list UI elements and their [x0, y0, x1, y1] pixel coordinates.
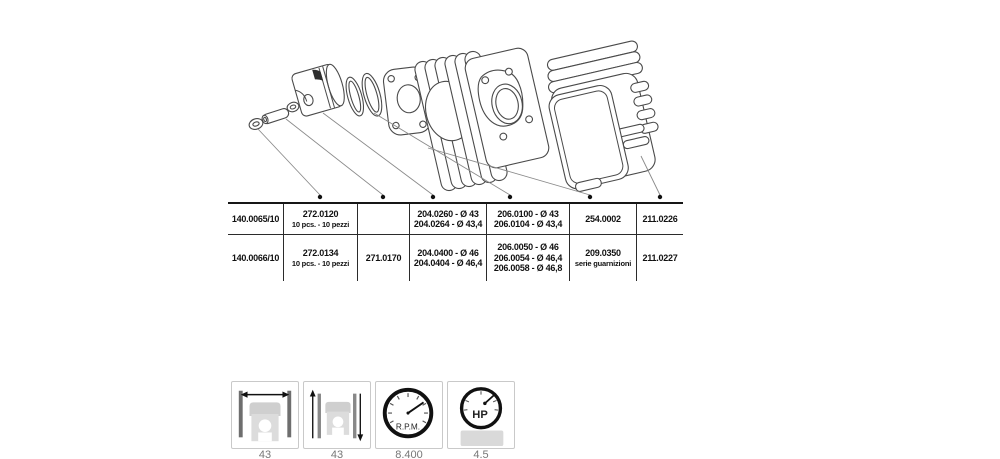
hp-value: 4.5	[473, 449, 489, 459]
stroke-icon	[304, 382, 370, 448]
part-number: 206.0100 - Ø 43	[497, 208, 559, 219]
circlip-left	[248, 117, 265, 131]
circlip-right	[286, 101, 300, 113]
rpm-spec-box	[375, 381, 443, 449]
part-number: 204.0260 - Ø 43	[417, 208, 479, 219]
gaskets-cell	[570, 235, 637, 281]
bore-icon	[232, 382, 298, 448]
hp-gauge-icon	[448, 382, 514, 448]
base-gasket	[382, 66, 432, 137]
stroke-value: 43	[330, 449, 344, 459]
part-number: 211.0227	[642, 252, 678, 263]
rings-cell	[487, 204, 570, 235]
head-stud	[623, 136, 650, 150]
ref-dot-rings	[508, 195, 512, 199]
circlips-cell	[284, 204, 358, 235]
ref-dot-piston	[431, 195, 435, 199]
ref-dot-head	[658, 195, 662, 199]
part-qty: 10 pcs. - 10 pezzi	[291, 258, 350, 268]
hp-gauge-label: HP	[472, 408, 488, 421]
part-number: 254.0002	[585, 213, 621, 224]
part-note: serie guarnizioni	[574, 258, 632, 268]
pin-cell	[358, 235, 410, 281]
head-cell	[637, 235, 683, 281]
kit-code: 140.0066/10	[231, 252, 280, 263]
part-number: 204.0400 - Ø 46	[417, 247, 479, 258]
part-number: 206.0104 - Ø 43,4	[493, 219, 563, 229]
piston	[291, 62, 348, 117]
wrist-pin	[261, 107, 290, 124]
cylinder	[413, 46, 550, 192]
part-number: 206.0058 - Ø 46,8	[493, 263, 563, 274]
kit-code-cell	[228, 235, 284, 281]
parts-table	[228, 202, 683, 281]
rpm-gauge-icon	[376, 382, 442, 448]
hp-spec-box	[447, 381, 515, 449]
part-number: 206.0050 - Ø 46	[497, 242, 559, 253]
part-number: 209.0350	[585, 248, 621, 259]
part-number: 204.0404 - Ø 46,4	[413, 258, 483, 268]
bore-value: 43	[258, 449, 272, 459]
ref-dot-circlips	[318, 195, 322, 199]
bore-spec-box	[231, 381, 299, 449]
ref-dot-pin	[381, 195, 385, 199]
head-cell	[637, 204, 683, 235]
head-stud	[616, 124, 645, 138]
part-number: 204.0264 - Ø 43,4	[413, 219, 483, 229]
pin-cell	[358, 204, 410, 235]
gaskets-cell	[570, 204, 637, 235]
rpm-value: 8.400	[395, 449, 423, 459]
stroke-spec-box	[303, 381, 371, 449]
part-qty: 10 pcs. - 10 pezzi	[291, 219, 350, 229]
kit-code: 140.0065/10	[231, 213, 280, 224]
leader-lines	[258, 113, 662, 199]
kit-code-cell	[228, 204, 284, 235]
piston-cell	[410, 204, 487, 235]
cylinder-spigot	[419, 76, 478, 145]
circlips-cell	[284, 235, 358, 281]
rings-cell	[487, 235, 570, 281]
part-number: 271.0170	[365, 252, 402, 263]
piston-cell	[410, 235, 487, 281]
part-number: 206.0054 - Ø 46,4	[493, 252, 563, 263]
part-number: 272.0134	[302, 248, 339, 259]
part-number: 272.0120	[302, 209, 339, 220]
cylinder-face	[463, 46, 551, 170]
cylinder-head	[539, 40, 669, 194]
ref-dot-gaskets	[588, 195, 592, 199]
piston-rings	[343, 70, 386, 122]
part-number: 211.0226	[642, 213, 678, 224]
rpm-gauge-label: R.P.M.	[395, 422, 421, 432]
